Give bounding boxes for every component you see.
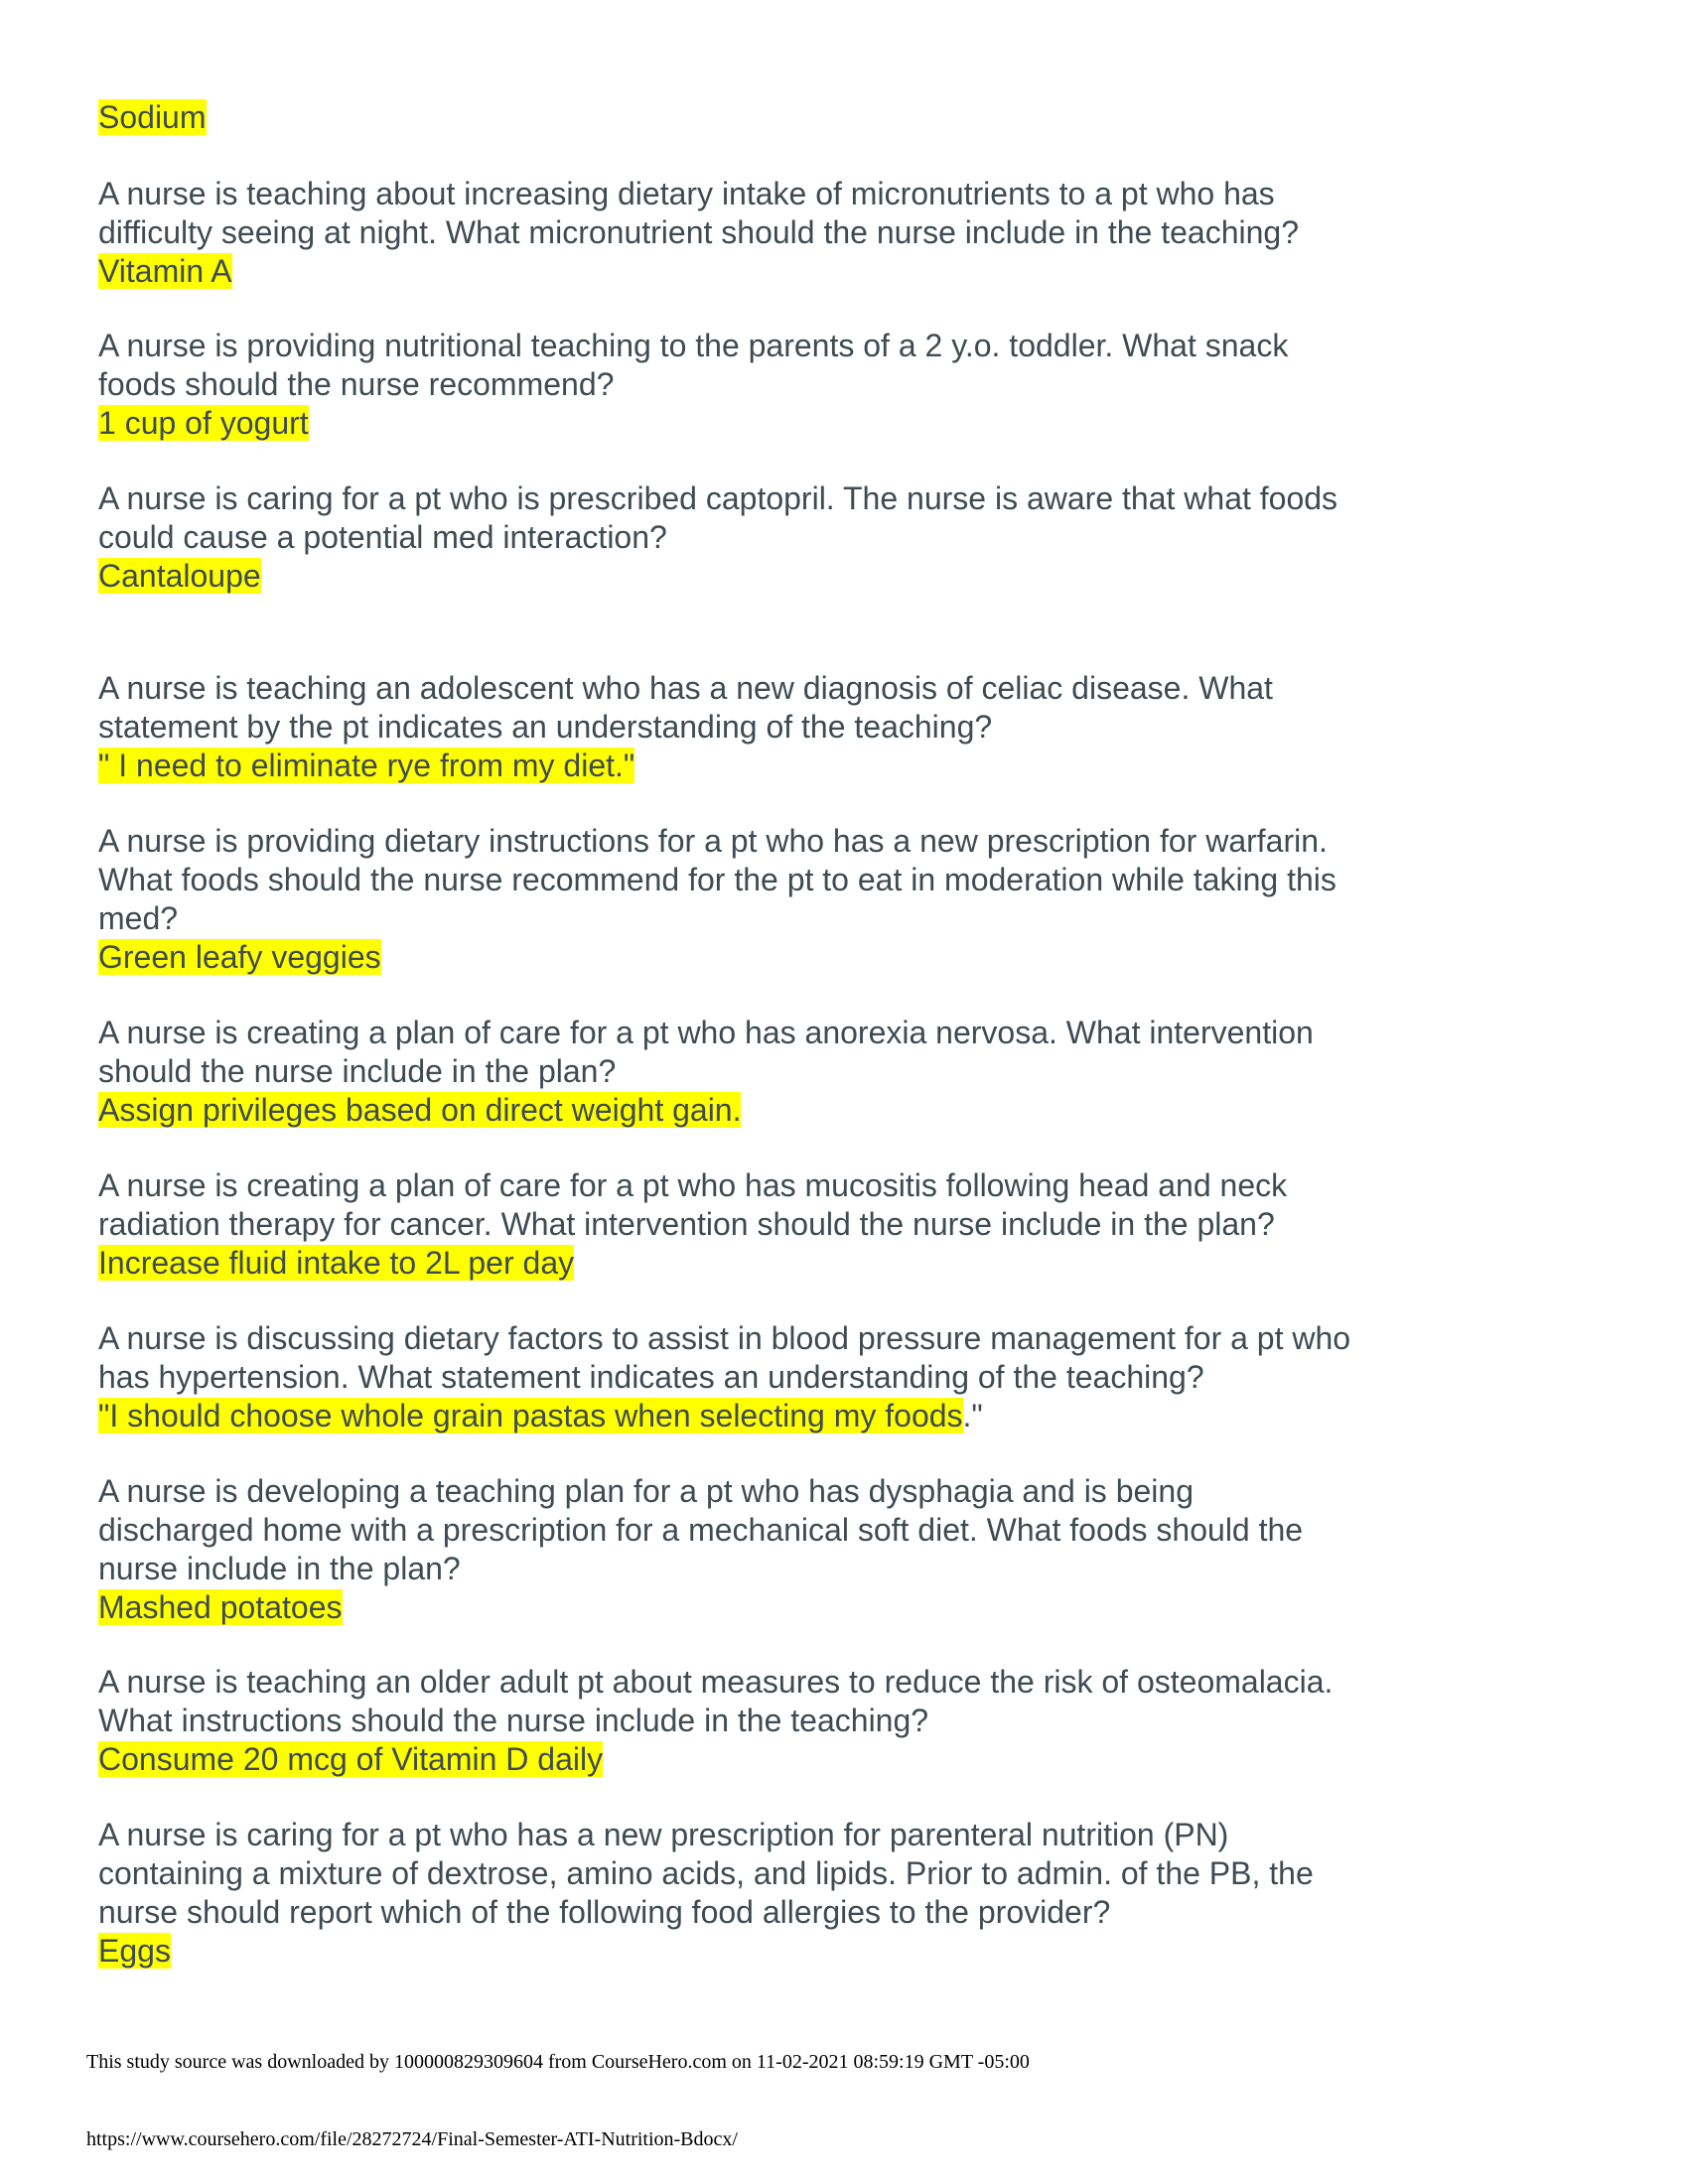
question-text-line: What instructions should the nurse include in the teaching? <box>98 1702 929 1738</box>
question-text-line: could cause a potential med interaction? <box>98 518 667 555</box>
question-text-line: What foods should the nurse recommend for the pt to eat in moderation while taking this <box>98 861 1336 897</box>
answer-highlight: " I need to eliminate rye from my diet." <box>98 747 635 783</box>
question-text-line: A nurse is caring for a pt who is prescribed captopril. The nurse is aware that what foods <box>98 480 1338 516</box>
question-block <box>98 479 1337 596</box>
question-text-line: foods should the nurse recommend? <box>98 365 615 402</box>
answer-highlight: Increase fluid intake to 2L per day <box>98 1244 575 1281</box>
answer-line <box>98 938 1336 977</box>
answer-highlight: Vitamin A <box>98 252 232 289</box>
top-answer-block <box>98 98 207 137</box>
answer-line <box>98 1740 1333 1779</box>
answer-highlight: "I should choose whole grain pastas when selecting my foods <box>98 1397 963 1433</box>
question-text-line: difficulty seeing at night. What micronutrient should the nurse include in the teaching? <box>98 213 1300 250</box>
question-text-line: A nurse is creating a plan of care for a pt who has anorexia nervosa. What intervention <box>98 1015 1314 1050</box>
question-text-line: A nurse is discussing dietary factors to assist in blood pressure management for a pt who <box>98 1320 1351 1356</box>
question-text-line: A nurse is caring for a pt who has a new prescription for parenteral nutrition (PN) <box>98 1817 1229 1852</box>
question-block <box>98 327 1288 443</box>
answer-suffix: ." <box>962 1397 983 1433</box>
answer-highlight: Green leafy veggies <box>98 938 381 975</box>
answer-highlight: Sodium <box>98 99 207 135</box>
question-text-line: A nurse is providing nutritional teaching to the parents of a 2 y.o. toddler. What snack <box>98 328 1289 363</box>
answer-line <box>98 557 1337 596</box>
question-text-line: nurse include in the plan? <box>98 1550 461 1586</box>
question-block <box>98 1472 1303 1627</box>
question-text-line: A nurse is developing a teaching plan for a pt who has dysphagia and is being <box>98 1473 1194 1509</box>
answer-line <box>98 1244 1287 1283</box>
question-block <box>98 1166 1287 1283</box>
question-text-line: containing a mixture of dextrose, amino acids, and lipids. Prior to admin. of the PB, the <box>98 1854 1314 1891</box>
question-text-line: med? <box>98 899 179 936</box>
answer-line <box>98 747 1273 785</box>
question-block <box>98 1014 1314 1130</box>
question-block <box>98 1663 1333 1779</box>
answer-highlight: Mashed potatoes <box>98 1588 343 1625</box>
question-text-line: should the nurse include in the plan? <box>98 1052 617 1089</box>
question-block <box>98 1319 1350 1435</box>
question-text-line: A nurse is teaching an adolescent who has a new diagnosis of celiac disease. What <box>98 670 1273 706</box>
question-text-line: nurse should report which of the following food allergies to the provider? <box>98 1893 1111 1930</box>
download-notice: This study source was downloaded by 100000829309604 from CourseHero.com on 11-02-2021 08:59:19 GMT -05:00 <box>86 2051 1030 2073</box>
answer-highlight: Assign privileges based on direct weight gain. <box>98 1091 742 1128</box>
question-text-line: A nurse is teaching an older adult pt about measures to reduce the risk of osteomalacia. <box>98 1664 1334 1700</box>
answer-line <box>98 1091 1314 1130</box>
answer-highlight: Cantaloupe <box>98 557 261 594</box>
question-block <box>98 1816 1314 1971</box>
source-url: https://www.coursehero.com/file/28272724/Final-Semester-ATI-Nutrition-Bdocx/ <box>86 2128 738 2150</box>
answer-line <box>98 1397 1350 1435</box>
answer-line <box>98 252 1299 291</box>
question-text-line: A nurse is teaching about increasing dietary intake of micronutrients to a pt who has <box>98 176 1275 211</box>
question-text-line: A nurse is creating a plan of care for a pt who has mucositis following head and neck <box>98 1167 1288 1203</box>
question-text-line: discharged home with a prescription for a mechanical soft diet. What foods should the <box>98 1511 1304 1548</box>
answer-line <box>98 404 1288 443</box>
question-block <box>98 822 1336 977</box>
answer-highlight: Eggs <box>98 1932 171 1969</box>
question-block <box>98 175 1299 291</box>
answer-line <box>98 1588 1303 1627</box>
question-text-line: A nurse is providing dietary instructions for a pt who has a new prescription for warfarin. <box>98 823 1328 859</box>
question-text-line: radiation therapy for cancer. What intervention should the nurse include in the plan? <box>98 1205 1275 1242</box>
answer-highlight: 1 cup of yogurt <box>98 404 309 441</box>
question-text-line: statement by the pt indicates an understanding of the teaching? <box>98 708 993 745</box>
question-block <box>98 669 1273 785</box>
answer-highlight: Consume 20 mcg of Vitamin D daily <box>98 1740 604 1777</box>
answer-line <box>98 1932 1314 1971</box>
question-text-line: has hypertension. What statement indicates an understanding of the teaching? <box>98 1358 1204 1395</box>
